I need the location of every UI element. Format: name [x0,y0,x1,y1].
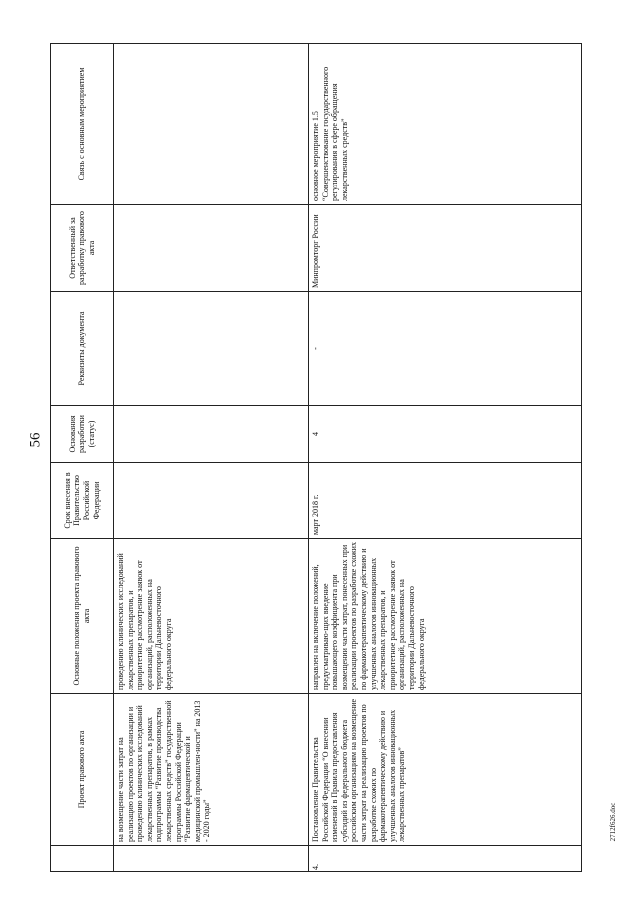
row-provisions: проведению клинических исследований лекарственных препаратов, и приоритетное рассмотрение заявок от организаций, расположенных на территории Дальневосточного федерального округа [114,539,309,694]
row-num [114,846,309,872]
header-link: Связь с основным мероприятием [51,44,114,205]
row-basis [114,406,309,463]
header-responsible: Ответственный за разработку правового акта [51,205,114,292]
row-deadline [114,463,309,539]
row-responsible: Минпромторг России [309,205,582,292]
document-footer: 2712f626.doc [609,802,617,842]
row-deadline: март 2018 г. [309,463,582,539]
row-requisites [114,292,309,406]
legal-acts-table [50,43,582,872]
header-num [51,846,114,872]
header-deadline: Срок внесения в Правительство Российской Федерации [51,463,114,539]
row-requisites: - [309,292,582,406]
header-provisions: Основные положения проекта правового акта [51,539,114,694]
row-responsible [114,205,309,292]
row-basis: 4 [309,406,582,463]
row-provisions: направлен на включение положений, предусматриваю-щих введение повышающего коэффициента при возмещении части затрат, понесенных при реализации проектов по разработке схожих по фармакотерапевтическому действию и улучшенных аналогов инновационных лекарственных препаратов, и приоритетное рассмотрение заявок от организаций, расположенных на территории Дальневосточного федерального округа [309,539,582,694]
header-basis: Основания разработки (статус) [51,406,114,463]
table-header-row [51,44,114,872]
row-project: на возмещение части затрат на реализацию проектов по организации и проведению клинических исследований лекарственных препаратов, в рамках подпрограммы “Развитие производства лекарственных средств” государственной программы Российской Федерации “Развитие фармацевтической и медицинской промышлен-ности” на 2013 - 2020 годы” [114,694,309,846]
rotated-table-container [50,44,582,872]
table-row [114,44,309,872]
row-num: 4. [309,846,582,872]
row-project: Постановление Правительства Российской Федерации “О внесении изменений в Правила предоставления субсидий из федерального бюджета российским организациям на возмещение части затрат на реализацию проектов по разработке схожих по фармакотерапевтическому действию и улучшенных аналогов инновационных лекарственных препаратов” [309,694,582,846]
table-row [309,44,582,872]
page-number: 56 [27,432,44,448]
row-link [114,44,309,205]
row-link: основное мероприятие 1.5 “Совершенствование государственного регулирования в сфере обращения лекарственных средств” [309,44,582,205]
header-project: Проект правового акта [51,694,114,846]
header-requisites: Реквизиты документа [51,292,114,406]
